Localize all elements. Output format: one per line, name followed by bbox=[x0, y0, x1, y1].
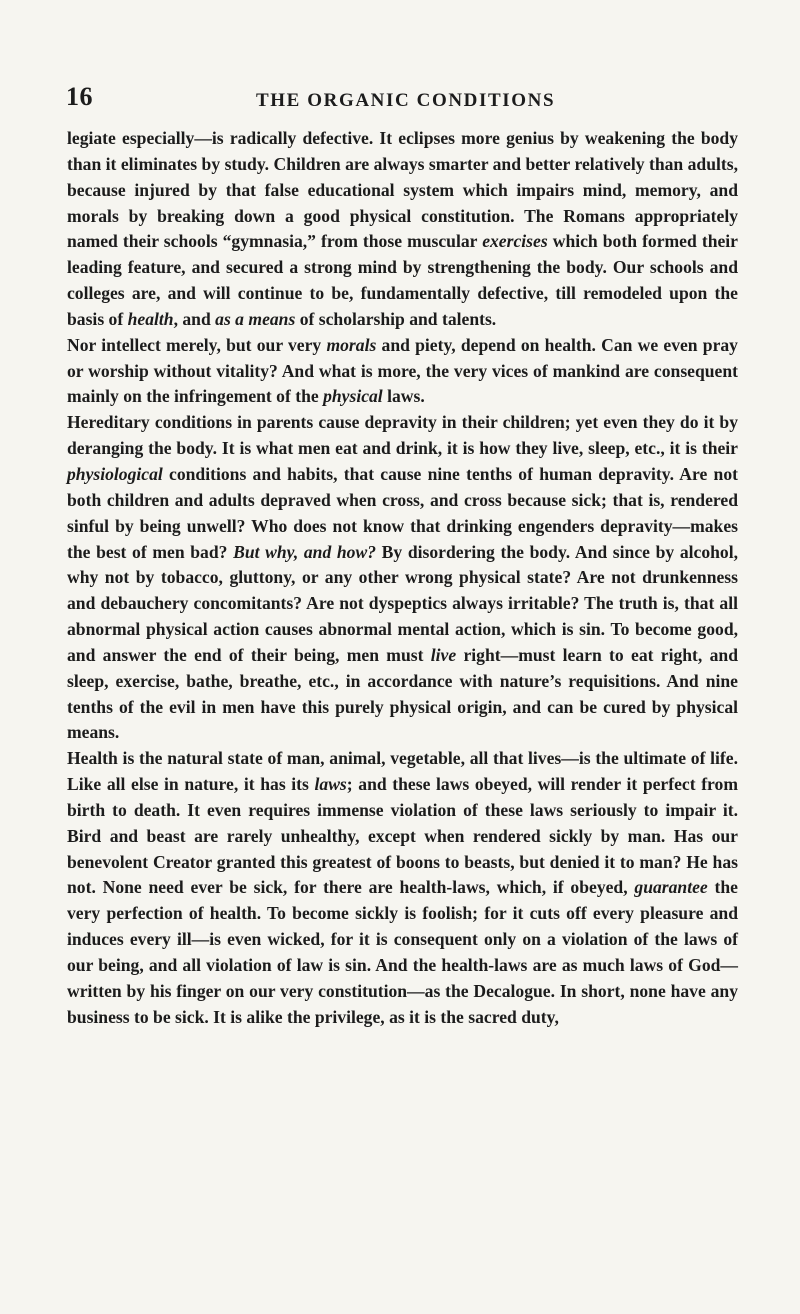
text-run: the very perfection of health. To become sickly is foolish; for it cuts off every pleasure and induces every ill—is even wicked, for it is consequent only on a violation of the laws of our being, and all violation of law is sin. And the health-laws are as much laws of God—written by his finger on our very constitution—as the Decalogue. In short, none have any business to be sick. It is alike the privilege, as it is the sacred duty, bbox=[67, 877, 738, 1027]
text-run: of scholarship and talents. bbox=[295, 308, 497, 329]
emphasized-text: live bbox=[430, 644, 457, 665]
running-head: THE ORGANIC CONDITIONS bbox=[256, 90, 556, 111]
emphasized-text: as a means bbox=[215, 308, 296, 329]
text-run: right—must learn to eat right, and sleep, exercise, bathe, breathe, etc., in accordance with nature’s requisitions. And nine tenths of the evil in men have this purely physical origin, and can be cured by physical means. bbox=[67, 644, 738, 743]
paragraph-2 bbox=[67, 333, 738, 411]
text-run: Health is the natural state of man, animal, vegetable, all that lives—is the ultimate of life. Like all else in nature, it has its bbox=[67, 748, 738, 795]
page-header bbox=[0, 82, 800, 122]
text-run: conditions and habits, that cause nine tenths of human depravity. Are not both children and adults depraved when cross, and cross because sick; that is, rendered sinful by being unwell? Who does not know that drinking engenders depravity—makes the best of men bad? bbox=[67, 463, 738, 562]
emphasized-text: morals bbox=[326, 334, 377, 355]
text-run: legiate especially—is radically defective. It eclipses more genius by weakening the body than it eliminates by study. Children are always smarter and better relatively than adults, because injured by that false educational system which impairs mind, memory, and morals by breaking down a good physical constitution. The Romans appropriately named their schools “gymnasia,” from those muscular bbox=[67, 128, 738, 252]
paragraph-1 bbox=[67, 126, 738, 333]
paragraph-4 bbox=[67, 746, 738, 1030]
emphasized-text: health bbox=[127, 308, 174, 329]
page-number: 16 bbox=[66, 82, 93, 111]
text-run: laws. bbox=[382, 386, 425, 407]
text-run: By disordering the body. And since by alcohol, why not by tobacco, gluttony, or any other wrong physical state? Are not drunkenness and debauchery concomitants? Are not dyspeptics always irritable? The truth is, that all abnormal physical action causes abnormal mental action, which is sin. To become good, and answer the end of their being, men must bbox=[67, 541, 738, 665]
paragraph-3 bbox=[67, 410, 738, 746]
body-text bbox=[67, 126, 738, 1031]
text-run: ; and these laws obeyed, will render it perfect from birth to death. It even requires immense violation of these laws seriously to impair it. Bird and beast are rarely unhealthy, except when rendered sickly by man. Has our benevolent Creator granted this greatest of boons to beasts, but denied it to man? He has not. None need ever be sick, for there are health-laws, which, if obeyed, bbox=[67, 774, 738, 898]
text-run: which both formed their leading feature, and secured a strong mind by strengthening the body. Our schools and colleges are, and will continue to be, fundamentally defective, till remodeled upon the basis of bbox=[67, 231, 738, 329]
emphasized-text: exercises bbox=[482, 231, 548, 252]
emphasized-text: physical bbox=[323, 386, 383, 407]
emphasized-text: But why, and how? bbox=[233, 541, 377, 562]
text-run: Hereditary conditions in parents cause depravity in their children; yet even they do it by deranging the body. It is what men eat and drink, it is how they live, sleep, etc., it is their bbox=[67, 412, 738, 459]
text-run: and piety, depend on health. Can we even pray or worship without vitality? And what is more, the very vices of mankind are consequent mainly on the infringement of the bbox=[67, 334, 738, 407]
text-run: , and bbox=[173, 308, 216, 329]
text-run: Nor intellect merely, but our very bbox=[67, 334, 327, 355]
emphasized-text: laws bbox=[314, 774, 347, 795]
emphasized-text: guarantee bbox=[634, 877, 708, 898]
emphasized-text: physiological bbox=[67, 463, 163, 484]
